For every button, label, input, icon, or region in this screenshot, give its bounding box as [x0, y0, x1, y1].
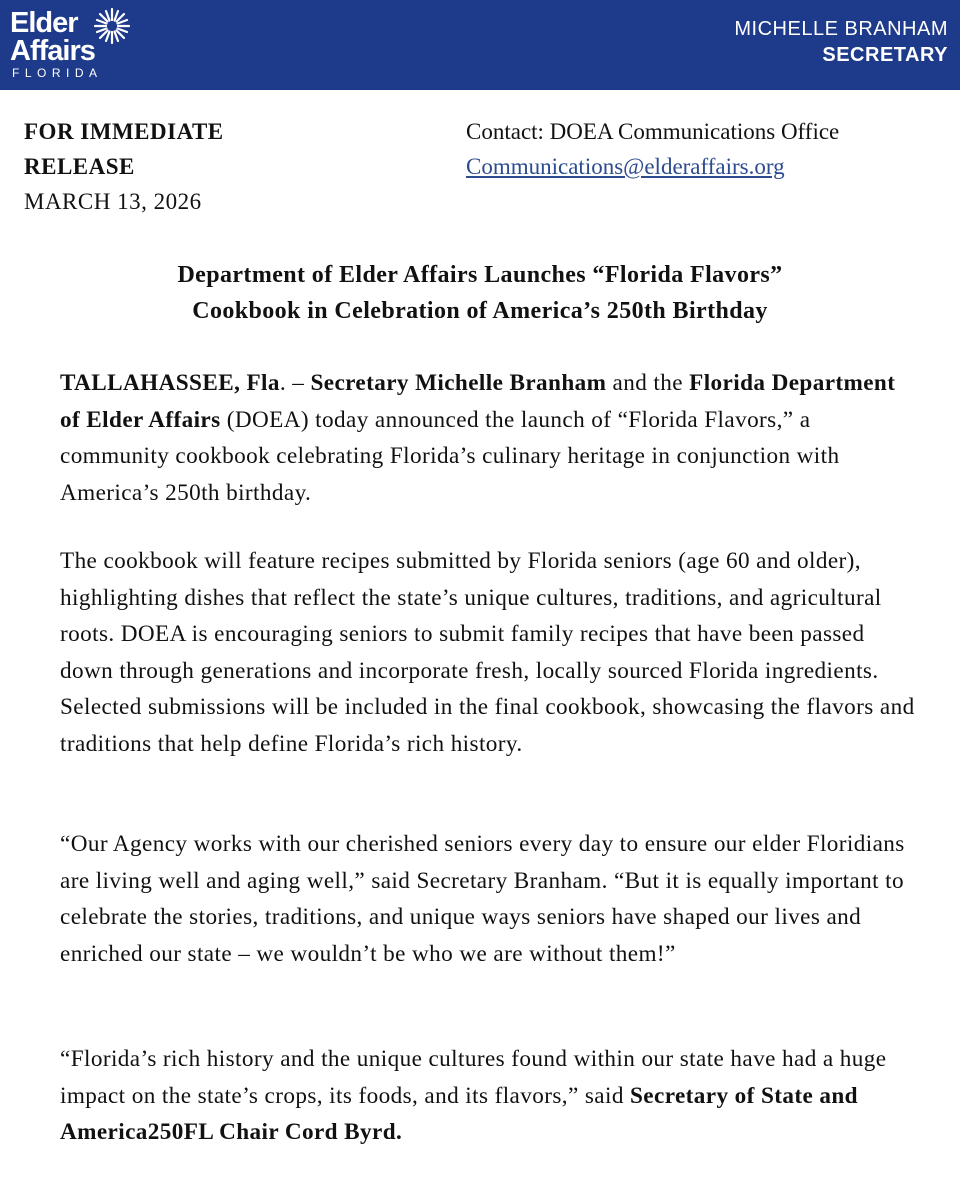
header-band: [0, 0, 960, 90]
sunburst-icon: [92, 6, 132, 46]
p1-bold-department: Florida Department of Elder Affairs: [60, 370, 896, 433]
secretary-name: MICHELLE BRANHAM: [734, 18, 948, 40]
headline-line2: Cookbook in Celebration of America’s 250th Birthday: [192, 298, 768, 324]
headline: [40, 257, 920, 329]
contact-label: Contact: DOEA Communications Office: [466, 119, 840, 144]
release-date: MARCH 13, 2026: [24, 189, 202, 214]
logo-text-florida: FLORIDA: [12, 66, 103, 80]
p1-bold-secretary: Secretary Michelle Branham: [310, 370, 607, 396]
p1-text-1: . –: [279, 370, 311, 396]
p1-text-3: (DOEA) today announced the launch of “Florida Flavors,” a community cookbook celebrating Florida’s culinary heritage in conjunction with America’s 250th birthday.: [60, 406, 840, 506]
release-label-line2: RELEASE: [24, 154, 135, 179]
elder-affairs-logo[interactable]: [8, 6, 138, 84]
release-block: [24, 114, 224, 219]
body-paragraph-2: The cookbook will feature recipes submitted by Florida seniors (age 60 and older), highlighting dishes that reflect the state’s unique cultures, traditions, and agricultural roots. DOEA is encouraging seniors to submit family recipes that have been passed down through generations and incorporate fresh, locally sourced Florida ingredients. Selected submissions will be included in the final cookbook, showcasing the flavors and traditions that help define Florida’s rich history.: [60, 548, 915, 757]
p1-text-2: and the: [606, 370, 690, 396]
secretary-title: SECRETARY: [822, 44, 948, 66]
headline-line1: Department of Elder Affairs Launches “Florida Flavors”: [177, 262, 783, 288]
p4-text-1: “Florida’s rich history and the unique cultures found within our state have had a huge impact on the state’s crops, its foods, and its flavors,” said: [60, 1046, 887, 1109]
dateline: TALLAHASSEE, Fla: [60, 370, 280, 396]
logo-text-elder: Elder: [10, 7, 78, 39]
contact-block: [466, 114, 839, 184]
contact-email-link[interactable]: Communications@elderaffairs.org: [466, 154, 785, 179]
body-paragraph-1: [60, 365, 920, 511]
release-label-line1: FOR IMMEDIATE: [24, 119, 224, 144]
logo-text-affairs: Affairs: [10, 35, 95, 67]
secretary-block: [734, 16, 948, 68]
body-paragraph-3: “Our Agency works with our cherished seniors every day to ensure our elder Floridians are living well and aging well,” said Secretary Branham. “But it is equally important to celebrate the stories, traditions, and unique ways seniors have shaped our lives and enriched our state – we wouldn’t be who we are without them!”: [60, 831, 905, 967]
p4-bold-byrd: Secretary of State and America250FL Chair Cord Byrd.: [60, 1082, 858, 1145]
body-paragraph-4: [60, 1041, 920, 1151]
